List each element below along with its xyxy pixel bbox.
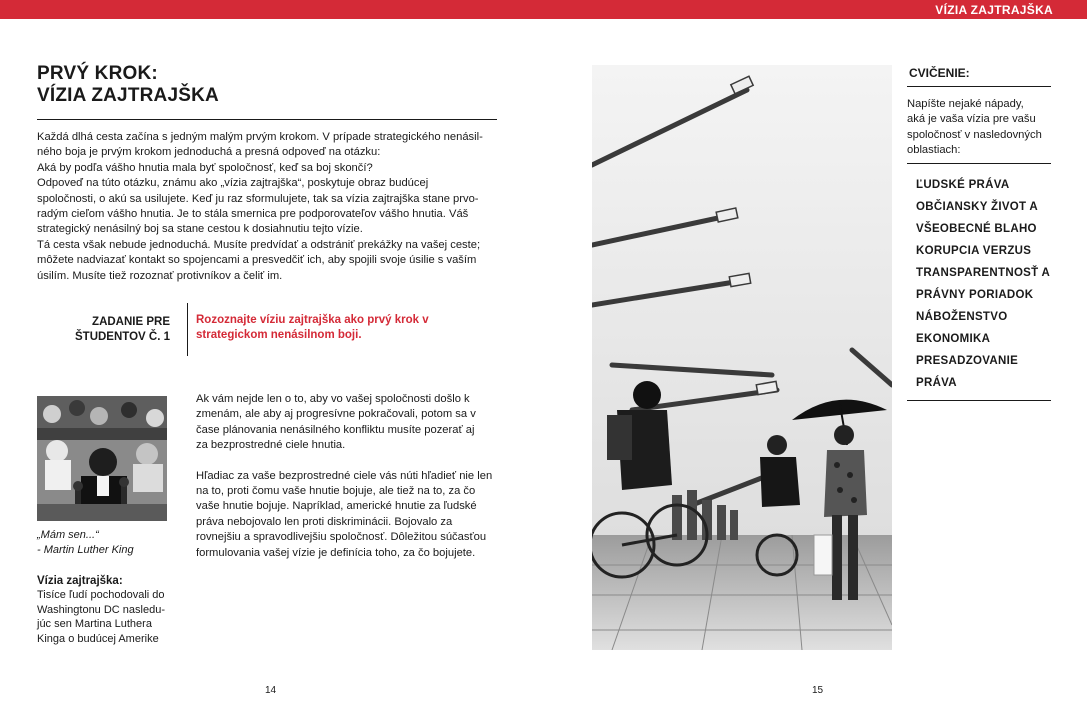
quote-text: „Mám sen...“ xyxy=(37,529,99,541)
intro-line: strategický nenásilný boj sa stane cestou k dosiahnutiu tejto vízie. xyxy=(37,223,363,236)
intro-paragraph xyxy=(37,130,497,284)
exercise-instruction-line: Napíšte nejaké nápady, xyxy=(907,98,1024,110)
title-divider xyxy=(37,119,497,120)
exercise-instructions xyxy=(907,97,1057,159)
cyclists-street-photo xyxy=(592,65,892,650)
exercise-topic: TRANSPARENTNOSŤ A xyxy=(916,267,1051,279)
assignment-text-line: Rozoznajte víziu zajtrajška ako prvý krok v xyxy=(196,314,429,326)
exercise-topic: OBČIANSKY ŽIVOT A xyxy=(916,201,1039,213)
section-label: VÍZIA ZAJTRAJŠKA xyxy=(935,3,1053,17)
exercise-topic: PRÁVNY PORIADOK xyxy=(916,289,1034,301)
title-line: PRVÝ KROK: xyxy=(37,63,158,84)
exercise-topic: PRESADZOVANIE xyxy=(916,355,1019,367)
body-line: rovnejšiu a spravodlivejšiu spoločnosť. Dôležitou súčasťou xyxy=(196,531,487,544)
exercise-topic: VŠEOBECNÉ BLAHO xyxy=(916,223,1037,235)
exercise-topic-list xyxy=(916,176,1050,396)
body-column xyxy=(196,392,496,576)
vision-caption-line: júc sen Martina Luthera xyxy=(37,618,152,630)
intro-line: Aká by podľa vášho hnutia mala byť spoločnosť, keď sa boj skončí? xyxy=(37,161,373,174)
assignment-label-line: ŠTUDENTOV Č. 1 xyxy=(75,331,170,344)
exercise-instruction-line: oblastiach: xyxy=(907,144,961,157)
body-line: zmenám, ale aby aj progresívne pokračovali, potom sa v xyxy=(196,408,476,421)
body-line: čase plánovania nenásilného konfliktu musíte pozerať aj xyxy=(196,423,475,436)
exercise-topic: NÁBOŽENSTVO xyxy=(916,311,1008,323)
intro-line: radým cieľom vášho hnutia. Je to stála smernica pre podporovateľov vášho hnutia. Váš xyxy=(37,208,469,221)
vision-caption-body xyxy=(37,588,172,646)
body-line: Ak vám nejde len o to, aby vo vašej spoločnosti došlo k xyxy=(196,393,470,405)
assignment-divider xyxy=(187,303,188,356)
intro-line: Každá dlhá cesta začína s jedným malým prvým krokom. V prípade strategického nenásil- xyxy=(37,131,483,143)
assignment-label-line: ZADANIE PRE xyxy=(92,316,170,328)
exercise-topic: EKONOMIKA xyxy=(916,333,991,345)
quote-author: - Martin Luther King xyxy=(37,544,134,556)
assignment-label xyxy=(60,315,170,346)
intro-line: spoločnosti, o akú sa usilujete. Keď ju raz sformulujete, tak sa vízia zajtrajška stane prvo- xyxy=(37,192,479,205)
body-line: práva nebojovalo len proti diskriminácii. Bojovalo za xyxy=(196,515,453,528)
body-line: formulovania vašej vízie je definícia toho, za čo bojujete. xyxy=(196,546,476,559)
exercise-instruction-line: aká je vaša vízia pre vašu xyxy=(907,113,1036,126)
body-line: za bezprostredné ciele hnutia. xyxy=(196,439,346,452)
mlk-speech-photo xyxy=(37,396,167,521)
assignment-text xyxy=(196,313,466,344)
exercise-heading: CVIČENIE: xyxy=(909,66,970,80)
vision-caption-line: Kinga o budúcej Amerike xyxy=(37,632,159,645)
vision-caption-heading: Vízia zajtrajška: xyxy=(37,575,123,587)
page-title xyxy=(37,63,219,107)
intro-line: môžete nadviazať kontakt so spojencami a presvedčiť ich, aby spojili svoje úsilie s vaším xyxy=(37,254,477,267)
intro-line: Odpoveď na túto otázku, známu ako „vízia zajtrajška“, poskytuje obraz budúcej xyxy=(37,177,429,190)
intro-line: úsilím. Musíte tiež rozoznať protivníkov a čeliť im. xyxy=(37,269,283,282)
body-line: na to, proti čomu vaše hnutie bojuje, ale tiež na to, za čo xyxy=(196,485,476,498)
exercise-topic: ĽUDSKÉ PRÁVA xyxy=(916,179,1010,191)
assignment-text-line: strategickom nenásilnom boji. xyxy=(196,329,362,342)
exercise-topic: KORUPCIA VERZUS xyxy=(916,245,1032,257)
page-number-left: 14 xyxy=(265,685,277,696)
exercise-topic: PRÁVA xyxy=(916,377,957,389)
intro-line: Tá cesta však nebude jednoduchá. Musíte predvídať a odstrániť prekážky na vašej ceste; xyxy=(37,238,481,251)
body-paragraph-1 xyxy=(196,392,496,454)
exercise-instruction-line: spoločnosť v nasledovných xyxy=(907,128,1042,141)
exercise-divider-top xyxy=(907,86,1051,87)
title-line: VÍZIA ZAJTRAJŠKA xyxy=(37,85,219,106)
intro-line: ného boja je prvým krokom jednoduchá a presná odpoveď na otázku: xyxy=(37,146,381,159)
vision-caption-line: Washingtonu DC nasledu- xyxy=(37,603,165,616)
body-line: Hľadiac za vaše bezprostredné ciele vás núti hľadieť nie len xyxy=(196,469,493,482)
vision-caption-line: Tisíce ľudí pochodovali do xyxy=(37,589,165,601)
page-number-right: 15 xyxy=(812,685,824,696)
top-bar xyxy=(0,0,1087,19)
body-paragraph-2 xyxy=(196,469,496,561)
body-line: vaše hnutie bojuje. Napríklad, americké hnutie za ľudské xyxy=(196,500,477,513)
exercise-divider-bottom xyxy=(907,400,1051,401)
exercise-divider-middle xyxy=(907,163,1051,164)
quote-caption xyxy=(37,528,134,558)
